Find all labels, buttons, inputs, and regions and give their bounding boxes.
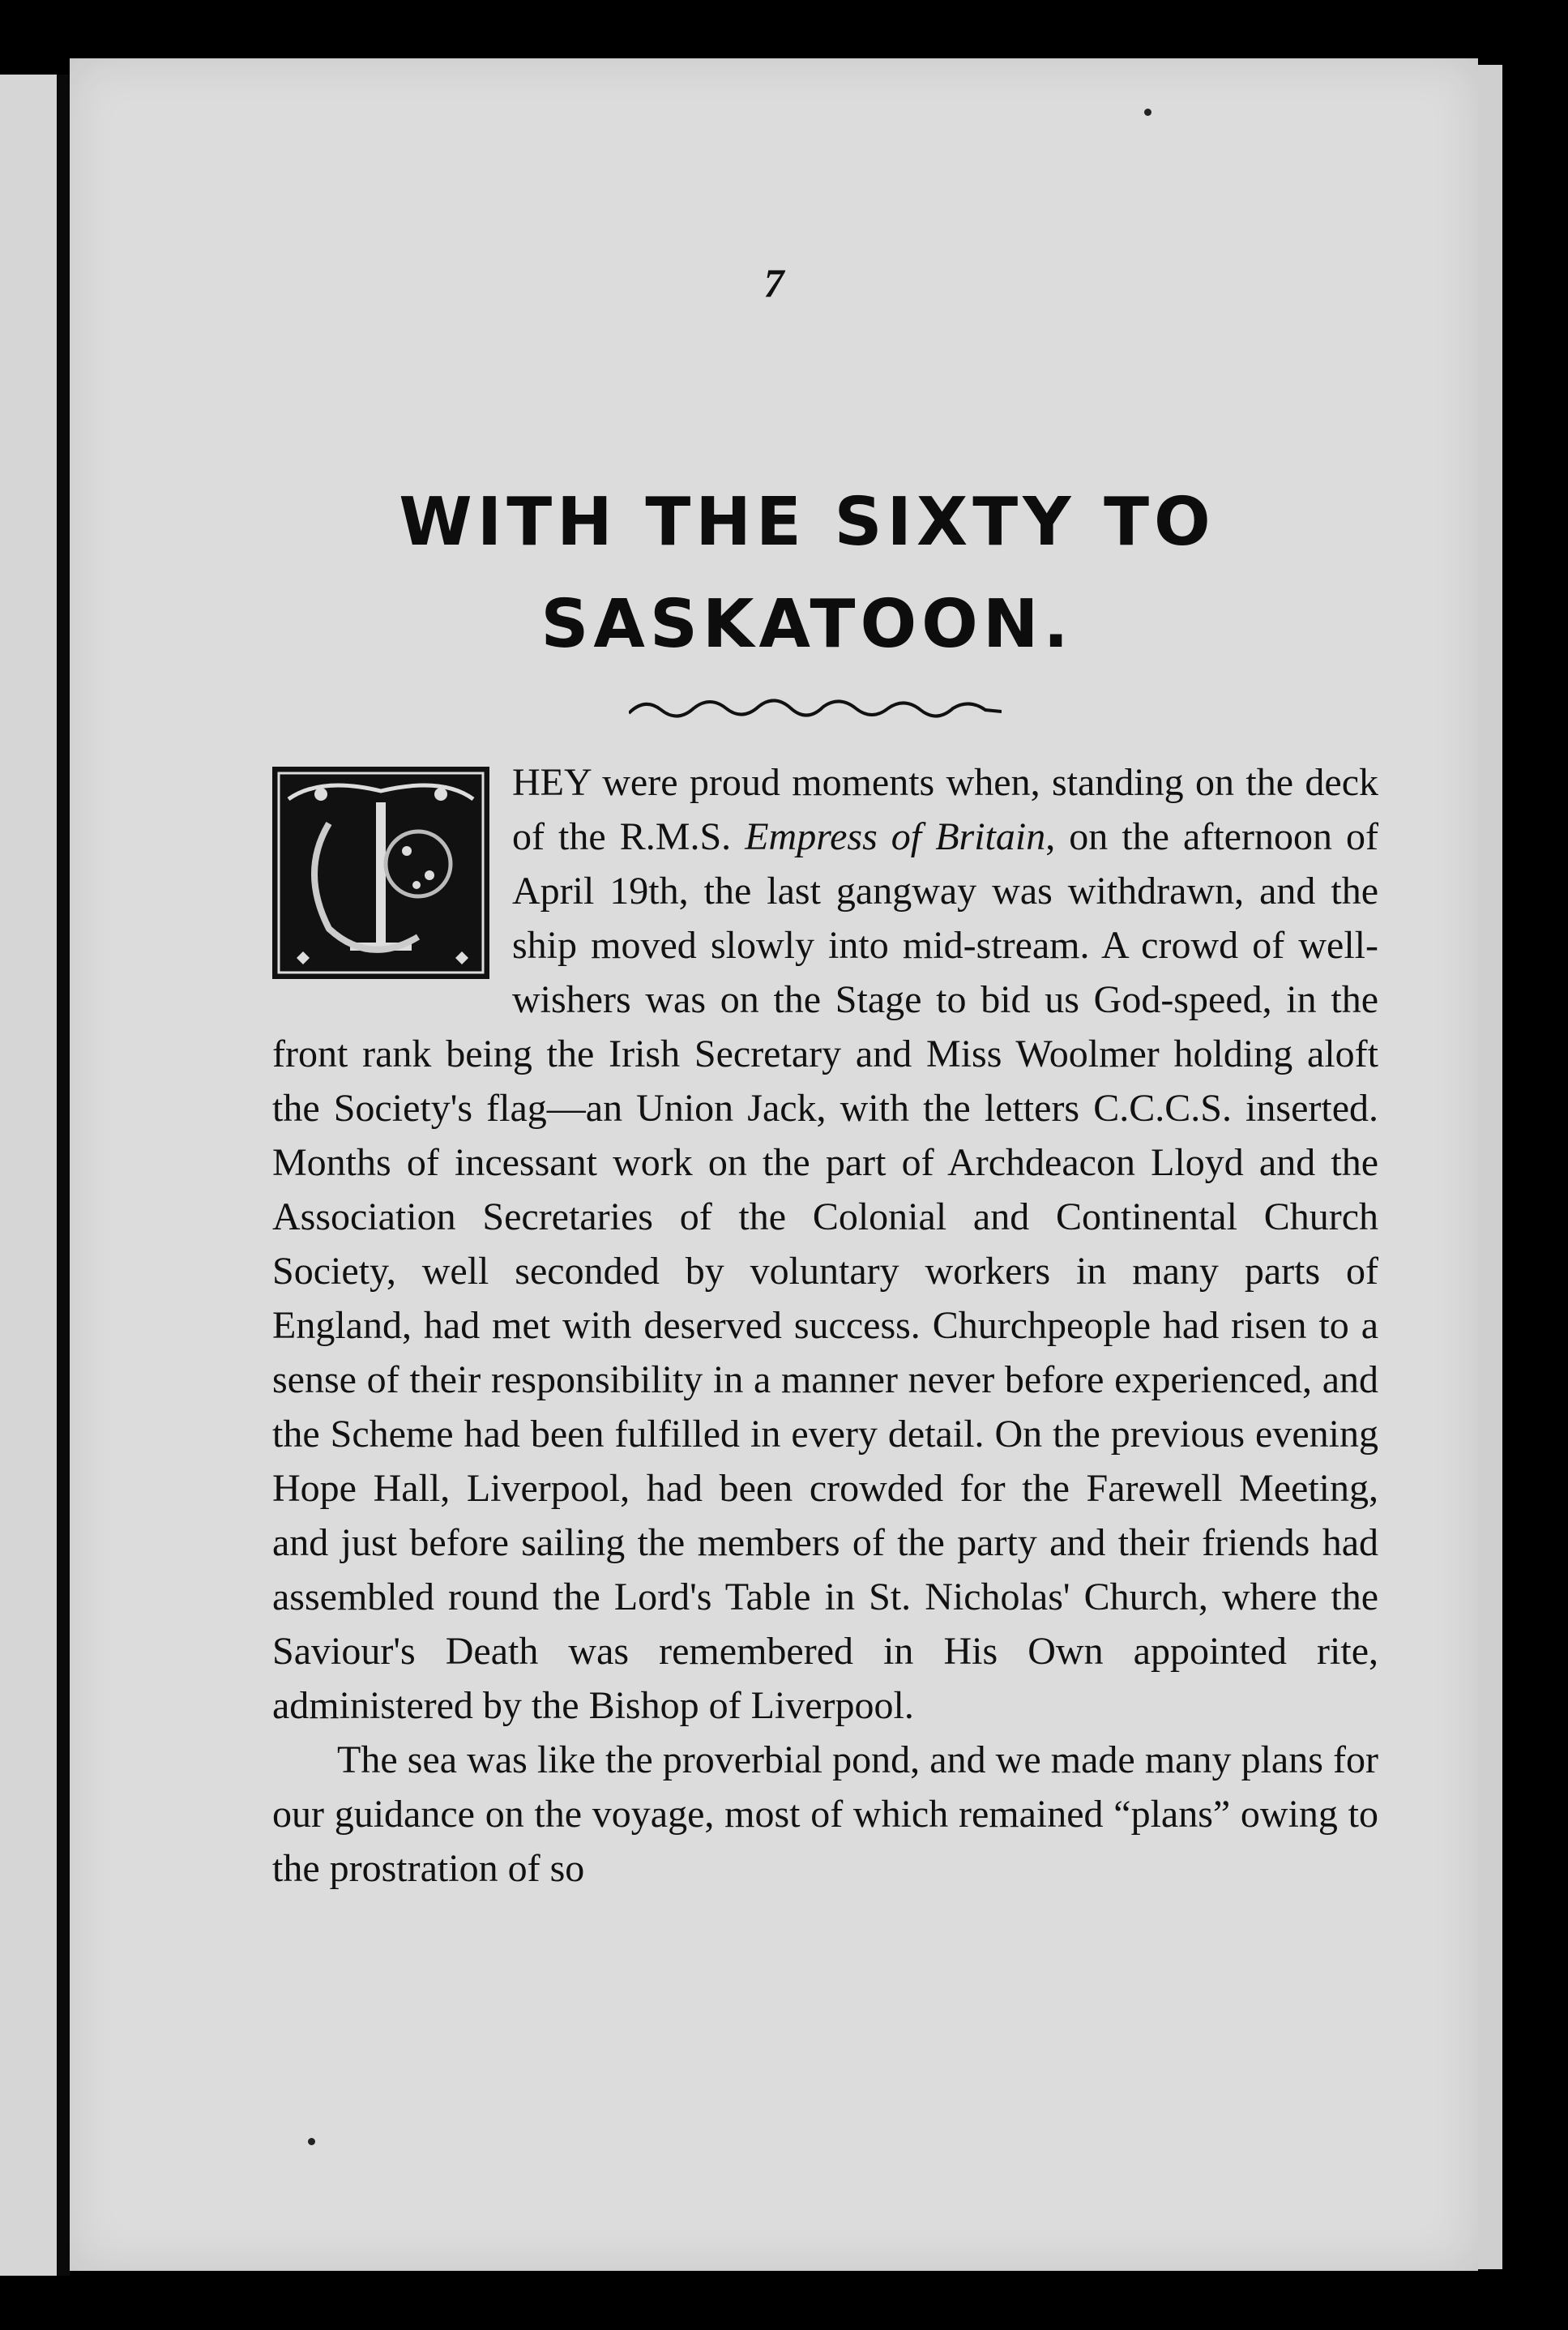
page-edge-right <box>1478 65 1502 2269</box>
paragraph-2: The sea was like the proverbial pond, and we made many plans for our guidance on the voyage, most of which remained “plans” owing to the prostration of so <box>272 1738 1378 1890</box>
ship-name: Empress of Britain <box>745 815 1046 858</box>
chapter-title <box>199 472 1415 676</box>
wavy-ornament-icon <box>629 690 1002 723</box>
book-gutter <box>57 75 70 2276</box>
paragraph-1-rest: , on the afternoon of April 19th, the last gangway was withdrawn, and the ship moved slowly into mid-stream. A crowd of well-wishers was on the Stage to bid us God-speed, in the front rank being the Irish Secretary and Miss Woolmer holding aloft the Society's flag—an Union Jack, with the letters C.C.C.S. inserted. Months of incessant work on the part of Archdeacon Lloyd and the Association Secretaries of the Colonial and Continental Church Society, well seconded by voluntary workers in many parts of England, had met with deserved success. Churchpeople had risen to a sense of their responsibility in a manner never before experienced, and the Scheme had been fulfilled in every detail. On the previous evening Hope Hall, Liverpool, had been crowded for the Farewell Meeting, and just before sailing the members of the party and their friends had assembled round the Lord's Table in St. Nicholas' Church, where the Saviour's Death was remembered in His Own appointed rite, administered by the Bishop of Liverpool. <box>272 815 1379 1727</box>
illuminated-dropcap-icon <box>272 767 489 979</box>
body-text <box>272 755 1378 1896</box>
facing-page-edge <box>0 75 57 2276</box>
title-line-2: SASKATOON. <box>540 586 1074 663</box>
book-page <box>70 58 1478 2271</box>
title-line-1: WITH THE SIXTY TO <box>399 484 1216 561</box>
print-speck <box>1144 109 1151 116</box>
print-speck <box>308 2138 315 2145</box>
page-number: 7 <box>763 260 784 306</box>
paragraph-1-lead: HEY were proud moments when, standing on the deck of the R.M.S. <box>512 761 1378 858</box>
